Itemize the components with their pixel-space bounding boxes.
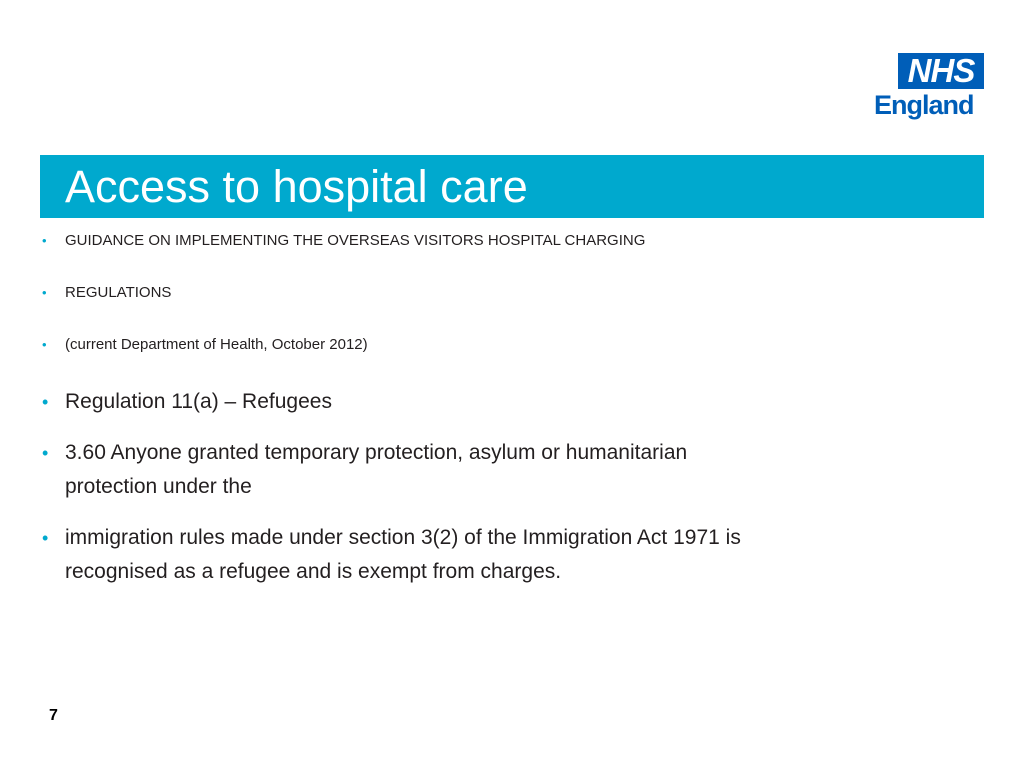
bullet-text: 3.60 Anyone granted temporary protection, asylum or humanitarian protection under the [65,441,688,498]
england-logo-text: England [874,90,974,120]
bullet-text: REGULATIONS [65,284,172,301]
bullet-icon: • [42,392,49,412]
title-bar [40,155,984,218]
bullet-text: Regulation 11(a) – Refugees [65,390,332,413]
nhs-england-logo [872,53,986,123]
slide-title: Access to hospital care [65,161,528,212]
nhs-logo-badge: NHS [898,53,984,89]
bullet-item [40,521,835,589]
bullet-item [40,232,940,250]
bullet-item [40,336,940,354]
bullet-list [40,232,940,606]
page-number: 7 [49,707,58,724]
bullet-item [40,284,940,302]
bullet-icon: • [42,443,49,463]
bullet-text: immigration rules made under section 3(2) of the Immigration Act 1971 is recognised as a refugee and is exempt from charges. [65,526,741,583]
bullet-text: GUIDANCE ON IMPLEMENTING THE OVERSEAS VISITORS HOSPITAL CHARGING [65,232,646,249]
bullet-icon: • [42,528,49,548]
bullet-icon: • [42,337,47,352]
bullet-text: (current Department of Health, October 2012) [65,336,368,353]
bullet-icon: • [42,233,47,248]
bullet-icon: • [42,285,47,300]
bullet-item [40,436,785,504]
bullet-item [40,385,940,419]
